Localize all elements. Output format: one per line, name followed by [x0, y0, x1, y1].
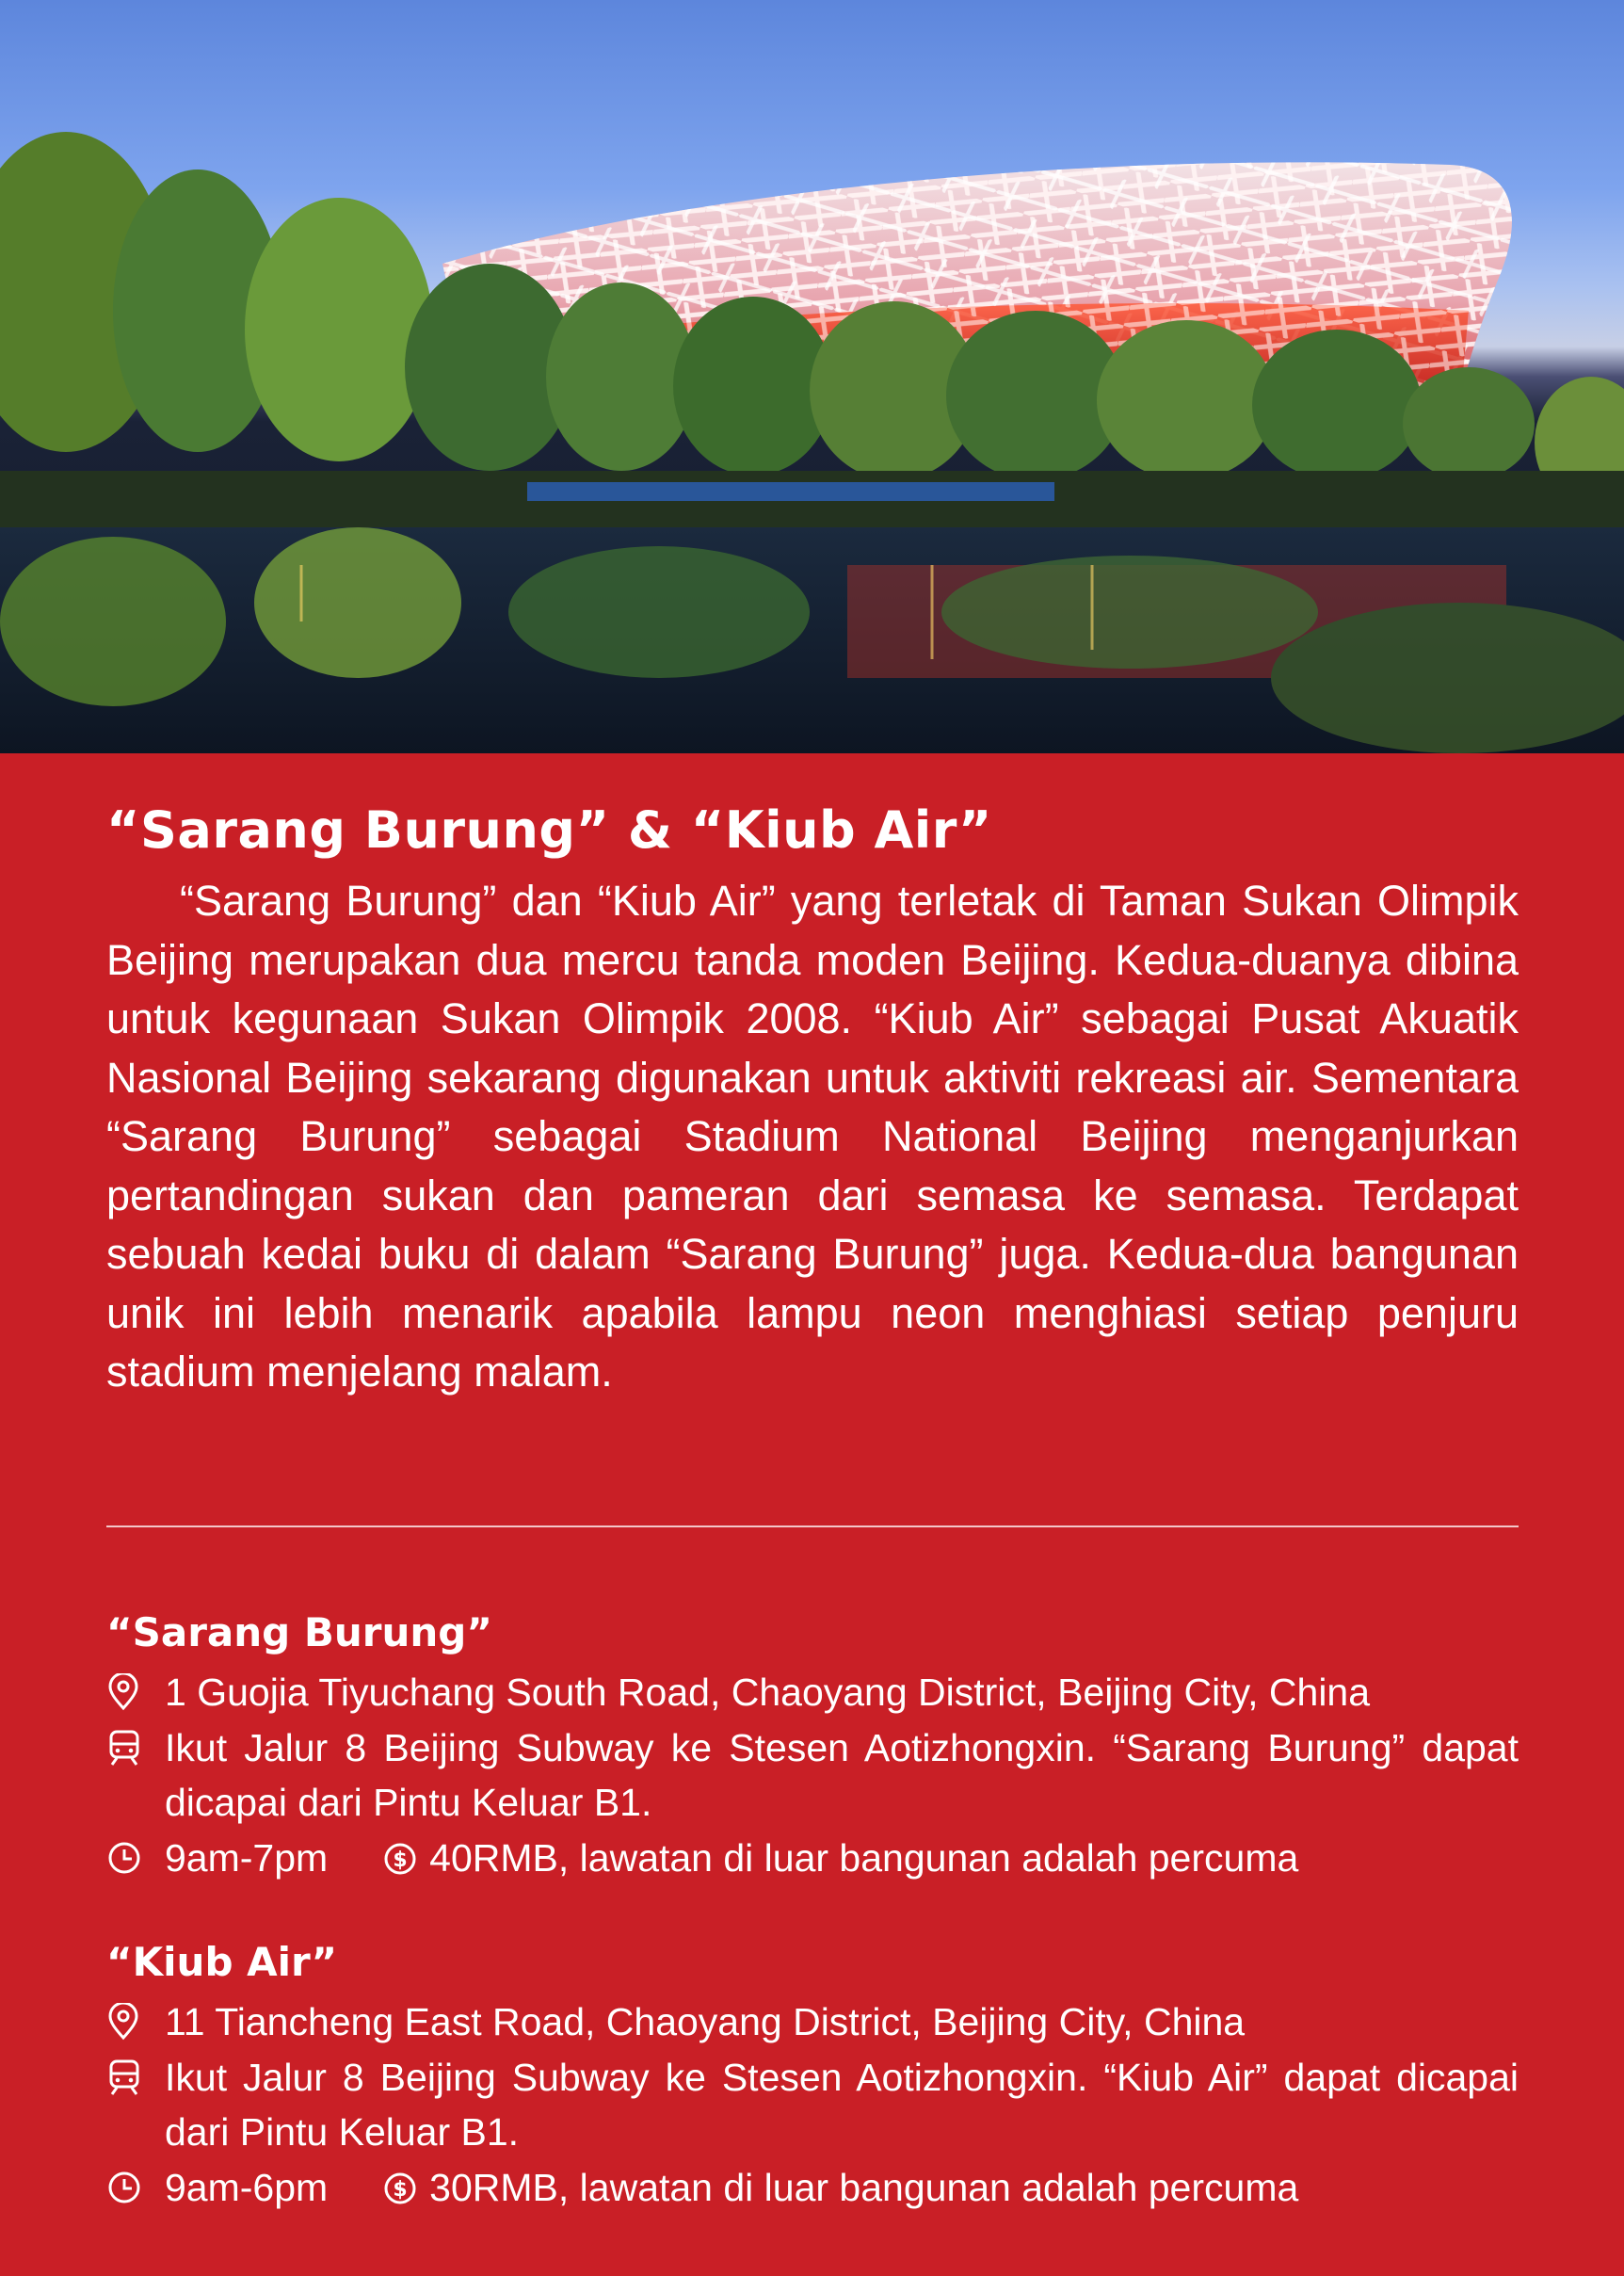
info-section-kiub-air [106, 1934, 1519, 2220]
transport-row [106, 2050, 1519, 2160]
location-pin-icon [106, 1665, 165, 1719]
location-pin-icon [106, 1994, 165, 2049]
section-title: “Kiub Air” [106, 1939, 338, 1985]
clock-icon [106, 1831, 165, 1885]
coin-icon [382, 2166, 418, 2221]
svg-text:$: $ [393, 1848, 408, 1872]
train-icon [106, 2050, 165, 2105]
article [106, 789, 1519, 1402]
birds-nest-stadium-illustration [0, 0, 1624, 753]
svg-text:$: $ [393, 2177, 408, 2202]
address-row [106, 1994, 1519, 2050]
clock-icon [106, 2160, 165, 2215]
hero-photo [0, 0, 1624, 753]
article-body: “Sarang Burung” dan “Kiub Air” yang terletak di Taman Sukan Olimpik Beijing merupakan dua mercu tanda moden Beijing. Kedua-duanya dibina untuk kegunaan Sukan Olimpik 2008. “Kiub Air” sebagai Pusat Akuatik Nasional Beijing sekarang digunakan untuk aktiviti rekreasi air. Sementara “Sarang Burung” sebagai Stadium National Beijing menganjurkan pertandingan sukan dan pameran dari semasa ke semasa. Terdapat sebuah kedai buku di dalam “Sarang Burung” juga. Kedua-dua bangunan unik ini lebih menarik apabila lampu neon menghiasi setiap penjuru stadium menjelang malam. [106, 877, 1519, 1396]
hours-text: 9am-6pm [165, 2165, 329, 2209]
coin-icon [382, 1836, 418, 1892]
address-text: 1 Guojia Tiyuchang South Road, Chaoyang District, Beijing City, China [165, 1671, 1371, 1714]
transport-text: Ikut Jalur 8 Beijing Subway ke Stesen Aotizhongxin. “Kiub Air” dapat dicapai dari Pintu Keluar B1. [165, 2055, 1519, 2154]
article-title: “Sarang Burung” & “Kiub Air” [106, 800, 992, 860]
train-icon [106, 1720, 165, 1775]
section-title: “Sarang Burung” [106, 1609, 492, 1655]
transport-text: Ikut Jalur 8 Beijing Subway ke Stesen Aotizhongxin. “Sarang Burung” dapat dicapai dari Pintu Keluar B1. [165, 1725, 1519, 1824]
transport-row [106, 1720, 1519, 1831]
hours-text: 9am-7pm [165, 1835, 329, 1880]
address-text: 11 Tiancheng East Road, Chaoyang District, Beijing City, China [165, 2000, 1246, 2043]
hours-fee-row [106, 1831, 1519, 1892]
info-section-sarang-burung [106, 1605, 1519, 1891]
fee-text: 40RMB, lawatan di luar bangunan adalah percuma [429, 1835, 1299, 1880]
hours-fee-row [106, 2160, 1519, 2221]
section-divider [106, 1525, 1519, 1527]
address-row [106, 1665, 1519, 1720]
fee-text: 30RMB, lawatan di luar bangunan adalah percuma [429, 2165, 1299, 2209]
